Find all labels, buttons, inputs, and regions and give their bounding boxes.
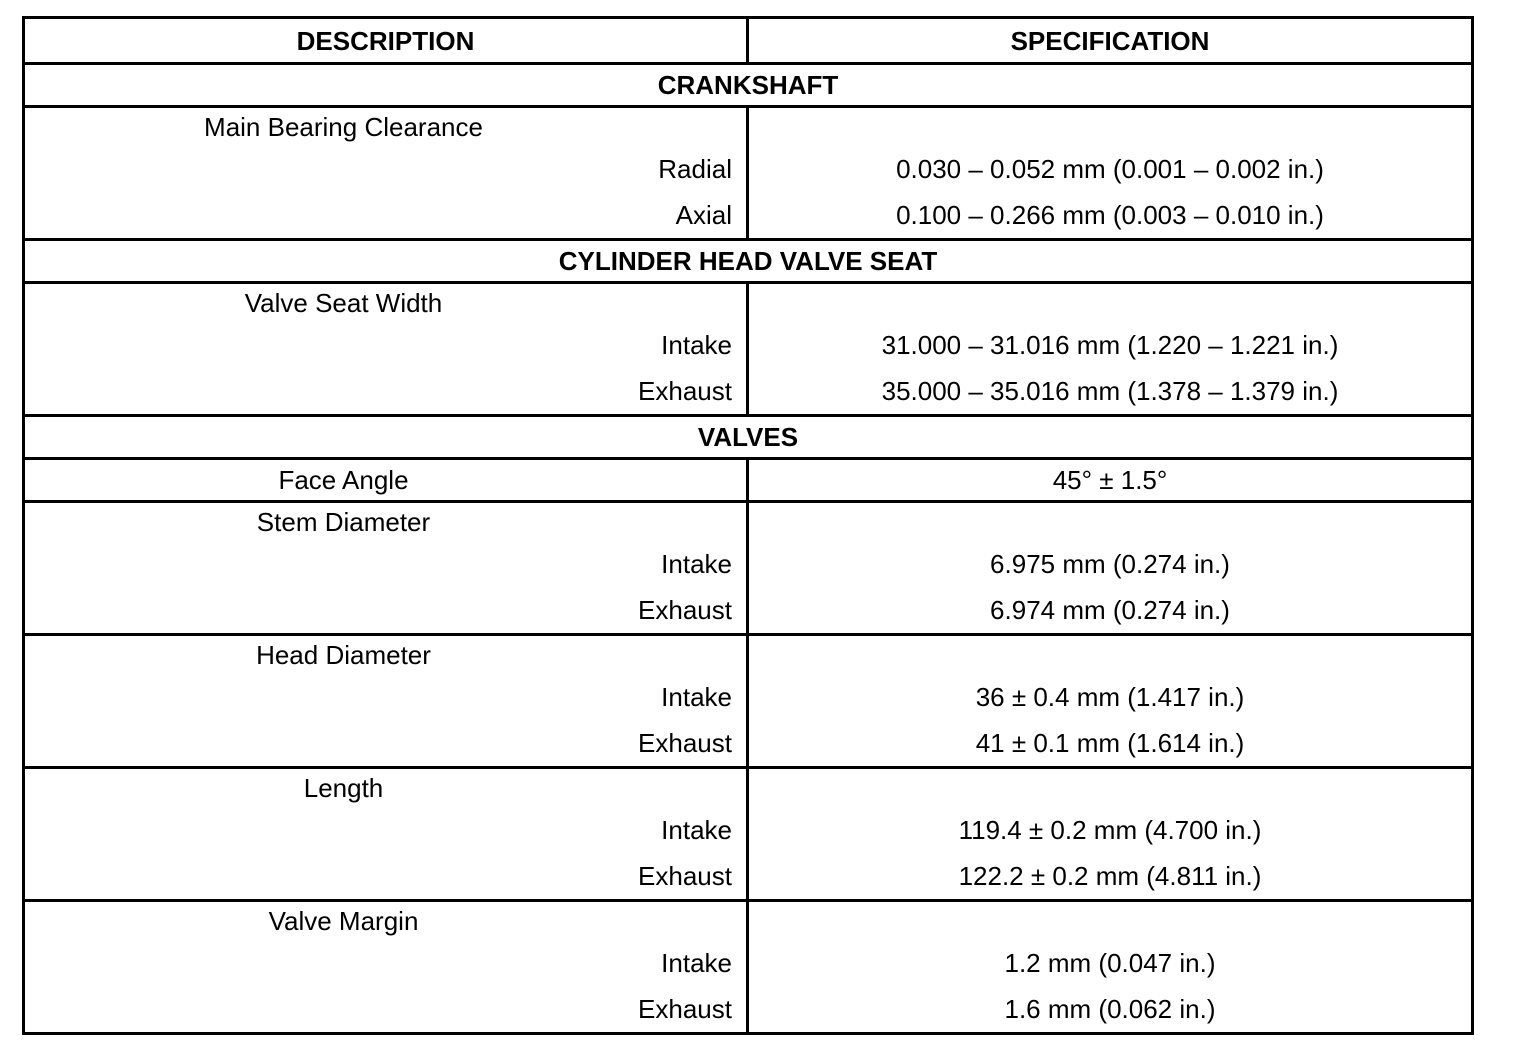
spec-table — [22, 16, 1474, 1035]
group-title-row — [24, 768, 1473, 808]
row-value: 0.030 – 0.052 mm (0.001 – 0.002 in.) — [748, 146, 1473, 192]
row-label: Exhaust — [24, 720, 748, 768]
row-value: 122.2 ± 0.2 mm (4.811 in.) — [748, 853, 1473, 901]
table-row — [24, 940, 1473, 986]
group-title-row — [24, 901, 1473, 941]
group-label: Stem Diameter — [256, 507, 431, 537]
table-row — [24, 146, 1473, 192]
section-title-valves: VALVES — [24, 416, 1473, 459]
header-description: DESCRIPTION — [24, 18, 748, 64]
group-label: Valve Seat Width — [244, 288, 443, 318]
table-row — [24, 674, 1473, 720]
row-value: 36 ± 0.4 mm (1.417 in.) — [748, 674, 1473, 720]
row-value: 1.2 mm (0.047 in.) — [748, 940, 1473, 986]
group-title-row — [24, 502, 1473, 542]
row-value: 0.100 – 0.266 mm (0.003 – 0.010 in.) — [748, 192, 1473, 240]
section-title-cylinder-head: CYLINDER HEAD VALVE SEAT — [24, 240, 1473, 283]
header-specification: SPECIFICATION — [748, 18, 1473, 64]
row-value: 119.4 ± 0.2 mm (4.700 in.) — [748, 807, 1473, 853]
group-label: Head Diameter — [256, 640, 431, 670]
row-label: Intake — [24, 807, 748, 853]
group-title-row — [24, 283, 1473, 323]
row-value: 6.975 mm (0.274 in.) — [748, 541, 1473, 587]
row-label: Intake — [24, 541, 748, 587]
table-row — [24, 807, 1473, 853]
row-value: 31.000 – 31.016 mm (1.220 – 1.221 in.) — [748, 322, 1473, 368]
row-label: Intake — [24, 940, 748, 986]
row-label: Exhaust — [24, 587, 748, 635]
row-label: Intake — [24, 674, 748, 720]
section-row — [24, 416, 1473, 459]
row-value: 6.974 mm (0.274 in.) — [748, 587, 1473, 635]
row-label: Exhaust — [24, 368, 748, 416]
table-row — [24, 459, 1473, 502]
row-value: 45° ± 1.5° — [748, 459, 1473, 502]
group-title-row — [24, 107, 1473, 147]
table-row — [24, 541, 1473, 587]
group-label: Main Bearing Clearance — [204, 112, 483, 142]
table-row — [24, 368, 1473, 416]
table-row — [24, 986, 1473, 1034]
table-row — [24, 720, 1473, 768]
group-title-row — [24, 635, 1473, 675]
table-row — [24, 192, 1473, 240]
row-label: Axial — [24, 192, 748, 240]
row-value: 1.6 mm (0.062 in.) — [748, 986, 1473, 1034]
group-label: Length — [303, 773, 384, 803]
table-row — [24, 322, 1473, 368]
row-label: Exhaust — [24, 986, 748, 1034]
table-row — [24, 853, 1473, 901]
row-label: Face Angle — [278, 465, 409, 495]
row-value: 35.000 – 35.016 mm (1.378 – 1.379 in.) — [748, 368, 1473, 416]
row-label: Exhaust — [24, 853, 748, 901]
table-header-row — [24, 18, 1473, 64]
section-row — [24, 64, 1473, 107]
section-row — [24, 240, 1473, 283]
group-label: Valve Margin — [268, 906, 419, 936]
table-row — [24, 587, 1473, 635]
row-label: Radial — [24, 146, 748, 192]
row-label: Intake — [24, 322, 748, 368]
row-value: 41 ± 0.1 mm (1.614 in.) — [748, 720, 1473, 768]
section-title-crankshaft: CRANKSHAFT — [24, 64, 1473, 107]
